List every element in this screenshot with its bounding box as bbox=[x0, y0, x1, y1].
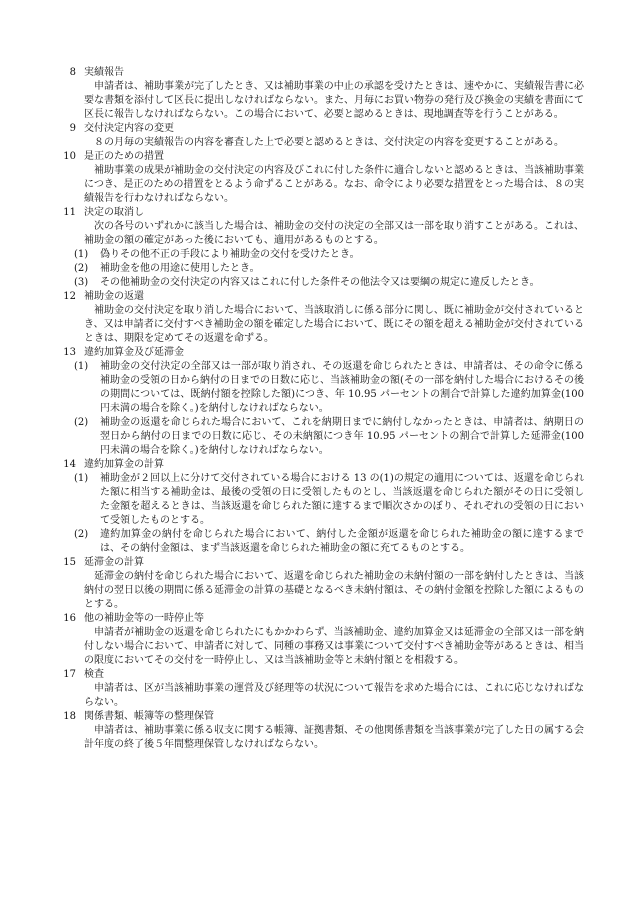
section-number: 17 bbox=[63, 669, 76, 680]
section-9 bbox=[62, 122, 584, 150]
section-title: 延滞金の計算 bbox=[84, 557, 144, 568]
section-heading bbox=[62, 66, 584, 80]
section-number: 10 bbox=[63, 151, 76, 162]
section-heading bbox=[62, 612, 584, 626]
section-title: 違約加算金及び延滞金 bbox=[84, 347, 184, 358]
section-10 bbox=[62, 150, 584, 206]
section-paragraph: ８の月毎の実績報告の内容を審査した上で必要と認めるときは、交付決定の内容を変更することがある。 bbox=[94, 137, 564, 148]
section-number: 11 bbox=[63, 207, 76, 218]
section-title: 他の補助金等の一時停止等 bbox=[84, 613, 204, 624]
section-13 bbox=[62, 346, 584, 458]
section-heading bbox=[62, 150, 584, 164]
section-number: 15 bbox=[63, 557, 76, 568]
section-heading bbox=[62, 556, 584, 570]
section-number: 13 bbox=[63, 347, 76, 358]
section-title: 違約加算金の計算 bbox=[84, 459, 164, 470]
section-14 bbox=[62, 458, 584, 556]
list-item-text: 補助金の交付決定の全部又は一部が取り消され、その返還を命じられたときは、申請者は、その命令に係る補助金の受領の日から納付の日までの日数に応じ、当該補助金の額(その一部を納付した場合におけるその後の期間については、既納付額を控除した額)につき、年 10.95 パーセントの割合で計算した違約加算金(100 円未満の場合を除く。)を納付しなければならない。 bbox=[100, 361, 584, 414]
list-item-number: (1) bbox=[74, 473, 89, 484]
section-number: 9 bbox=[69, 123, 76, 134]
section-heading bbox=[62, 668, 584, 682]
list-item-number: (2) bbox=[74, 263, 89, 274]
list-item-number: (3) bbox=[74, 277, 89, 288]
list-item-number: (1) bbox=[74, 361, 89, 372]
list-item-text: 補助金の返還を命じられた場合において、これを納期日までに納付しなかったときは、申請者は、納期日の翌日から納付の日までの日数に応じ、その未納額につき年 10.95 パーセントの割合で計算した延滞金(100 円未満の場合を除く。)を納付しなければならない。 bbox=[100, 417, 584, 456]
list-item bbox=[74, 416, 584, 458]
section-paragraph: 補助金の交付決定を取り消した場合において、当該取消しに係る部分に関し、既に補助金が交付されているとき、又は申請者に交付すべき補助金の額を確定した場合において、既にその額を超える補助金が交付されているときは、期限を定めてその返還を命ずる。 bbox=[84, 305, 584, 344]
list-item-number: (2) bbox=[74, 529, 89, 540]
section-12 bbox=[62, 290, 584, 346]
section-number: 14 bbox=[63, 459, 76, 470]
section-18 bbox=[62, 710, 584, 752]
list-item bbox=[74, 360, 584, 416]
list-item bbox=[74, 276, 584, 290]
section-17 bbox=[62, 668, 584, 710]
list-item bbox=[74, 528, 584, 556]
section-paragraph: 申請者が補助金の返還を命じられたにもかかわらず、当該補助金、違約加算金又は延滞金の全部又は一部を納付しない場合において、申請者に対して、同種の事務又は事業について交付すべき補助金等があるときは、相当の限度においてその交付を一時停止し、又は当該補助金等と未納付額とを相殺する。 bbox=[84, 627, 584, 666]
section-paragraph: 延滞金の納付を命じられた場合において、返還を命じられた補助金の未納付額の一部を納付したときは、当該納付の翌日以後の期間に係る延滞金の計算の基礎となるべき未納付額は、その納付金額を控除した額によるものとする。 bbox=[84, 571, 584, 610]
section-16 bbox=[62, 612, 584, 668]
section-heading bbox=[62, 290, 584, 304]
section-title: 補助金の返還 bbox=[84, 291, 144, 302]
document-body bbox=[62, 66, 584, 752]
list-item-text: 違約加算金の納付を命じられた場合において、納付した金額が返還を命じられた補助金の額に達するまでは、その納付金額は、まず当該返還を命じられた補助金の額に充てるものとする。 bbox=[100, 529, 584, 554]
section-paragraph: 申請者は、区が当該補助事業の運営及び経理等の状況について報告を求めた場合には、これに応じなければならない。 bbox=[84, 683, 584, 708]
section-heading bbox=[62, 346, 584, 360]
list-item-text: 補助金を他の用途に使用したとき。 bbox=[100, 263, 260, 274]
list-item bbox=[74, 248, 584, 262]
section-heading bbox=[62, 458, 584, 472]
section-heading bbox=[62, 206, 584, 220]
section-heading bbox=[62, 710, 584, 724]
section-11 bbox=[62, 206, 584, 290]
list-item-text: その他補助金の交付決定の内容又はこれに付した条件その他法令又は要綱の規定に違反したとき。 bbox=[100, 277, 540, 288]
section-title: 是正のための措置 bbox=[84, 151, 164, 162]
section-number: 16 bbox=[63, 613, 76, 624]
section-paragraph: 申請者は、補助事業が完了したとき、又は補助事業の中止の承認を受けたときは、速やかに、実績報告書に必要な書類を添付して区長に提出しなければならない。また、月毎にお買い物券の発行及び換金の実績を書面にて区長に報告しなければならない。この場合において、必要と認めるときは、現地調査等を行うことがある。 bbox=[84, 81, 584, 120]
section-paragraph: 補助事業の成果が補助金の交付決定の内容及びこれに付した条件に適合しないと認めるときは、当該補助事業につき、是正のための措置をとるよう命ずることがある。なお、命令により必要な措置をとった場合は、８の実績報告を行わなければならない。 bbox=[84, 165, 584, 204]
list-item-number: (2) bbox=[74, 417, 89, 428]
section-15 bbox=[62, 556, 584, 612]
section-title: 決定の取消し bbox=[84, 207, 144, 218]
list-item-number: (1) bbox=[74, 249, 89, 260]
section-paragraph: 次の各号のいずれかに該当した場合は、補助金の交付の決定の全部又は一部を取り消すことがある。これは、補助金の額の確定があった後においても、適用があるものとする。 bbox=[84, 221, 584, 246]
list-item-text: 偽りその他不正の手段により補助金の交付を受けたとき。 bbox=[100, 249, 360, 260]
list-item-text: 補助金が２回以上に分けて交付されている場合における 13 の(1)の規定の適用については、返還を命じられた額に相当する補助金は、最後の受領の日に受領したものとし、当該返還を命じられた額がその日に受領した金額を超えるときは、当該返還を命じられた額に達するまで順次さかのぼり、それぞれの受領の日において受領したものとする。 bbox=[100, 473, 584, 526]
section-heading bbox=[62, 122, 584, 136]
section-title: 交付決定内容の変更 bbox=[84, 123, 174, 134]
section-title: 検査 bbox=[84, 669, 104, 680]
section-8 bbox=[62, 66, 584, 122]
section-number: 8 bbox=[69, 67, 76, 78]
section-number: 18 bbox=[63, 711, 76, 722]
list-item bbox=[74, 472, 584, 528]
section-title: 関係書類、帳簿等の整理保管 bbox=[84, 711, 214, 722]
section-title: 実績報告 bbox=[84, 67, 124, 78]
section-paragraph: 申請者は、補助事業に係る収支に関する帳簿、証拠書類、その他関係書類を当該事業が完了した日の属する会計年度の終了後５年間整理保管しなければならない。 bbox=[84, 725, 584, 750]
list-item bbox=[74, 262, 584, 276]
section-number: 12 bbox=[63, 291, 76, 302]
